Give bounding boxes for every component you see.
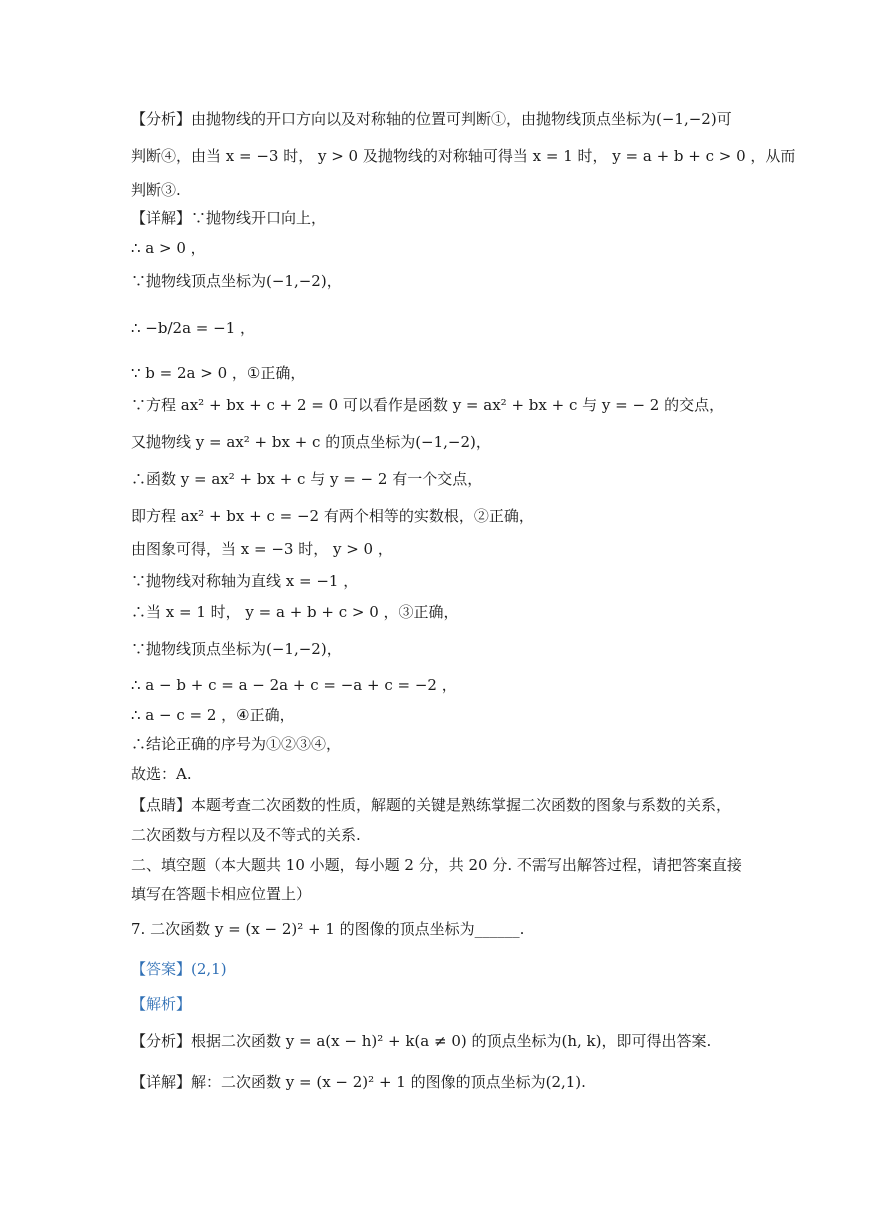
text-line: 又抛物线 y = ax² + bx + c 的顶点坐标为(−1,−2)， (131, 433, 491, 451)
text-line: ∴函数 y = ax² + bx + c 与 y = − 2 有一个交点， (131, 470, 483, 488)
text-line: 判断④，由当 x = −3 时， y > 0 及抛物线的对称轴可得当 x = 1 时， y = a + b + c > 0 ，从而 (131, 147, 796, 165)
text-line: 即方程 ax² + bx + c = −2 有两个相等的实数根，②正确， (131, 507, 534, 525)
text-line: ∵抛物线顶点坐标为(−1,−2)， (131, 640, 342, 658)
text-line: 填写在答题卡相应位置上） (131, 885, 312, 903)
text-line: ∴ a > 0 ， (131, 239, 206, 257)
text-line: ∴ a − c = 2 ，④正确， (131, 706, 295, 724)
text-line: ∴当 x = 1 时， y = a + b + c > 0 ，③正确， (131, 603, 459, 621)
answer-line: 【答案】(2,1) (131, 960, 227, 978)
text-line: ∴ −b/2a = −1 ， (131, 319, 256, 337)
text-line: 【点睛】本题考查二次函数的性质，解题的关键是熟练掌握二次函数的图象与系数的关系， (131, 796, 732, 814)
text-line: 【详解】解：二次函数 y = (x − 2)² + 1 的图像的顶点坐标为(2,1). (131, 1073, 586, 1091)
text-line: 二、填空题（本大题共 10 小题，每小题 2 分，共 20 分. 不需写出解答过程，请把答案直接 (131, 856, 742, 874)
text-line: 故选：A. (131, 765, 192, 783)
text-line: 二次函数与方程以及不等式的关系. (131, 826, 361, 844)
text-line: ∵抛物线对称轴为直线 x = −1 ， (131, 572, 359, 590)
text-line: ∵方程 ax² + bx + c + 2 = 0 可以看作是函数 y = ax² + bx + c 与 y = − 2 的交点， (131, 396, 725, 414)
text-line: ∵ b = 2a > 0 ，①正确， (131, 364, 306, 382)
text-line: ∴ a − b + c = a − 2a + c = −a + c = −2 ， (131, 676, 457, 694)
text-line: 【详解】∵抛物线开口向上， (131, 209, 327, 227)
text-line: 【分析】由抛物线的开口方向以及对称轴的位置可判断①，由抛物线顶点坐标为(−1,−2)可 (131, 110, 732, 128)
text-line: 判断③. (131, 181, 181, 199)
analysis-heading: 【解析】 (131, 995, 192, 1013)
text-line: ∴结论正确的序号为①②③④， (131, 735, 342, 753)
text-line: 由图象可得，当 x = −3 时， y > 0 ， (131, 540, 393, 558)
text-line: ∵抛物线顶点坐标为(−1,−2)， (131, 272, 342, 290)
question-7: 7. 二次函数 y = (x − 2)² + 1 的图像的顶点坐标为______. (131, 920, 525, 938)
text-line: 【分析】根据二次函数 y = a(x − h)² + k(a ≠ 0) 的顶点坐标为(h, k)，即可得出答案. (131, 1032, 712, 1050)
